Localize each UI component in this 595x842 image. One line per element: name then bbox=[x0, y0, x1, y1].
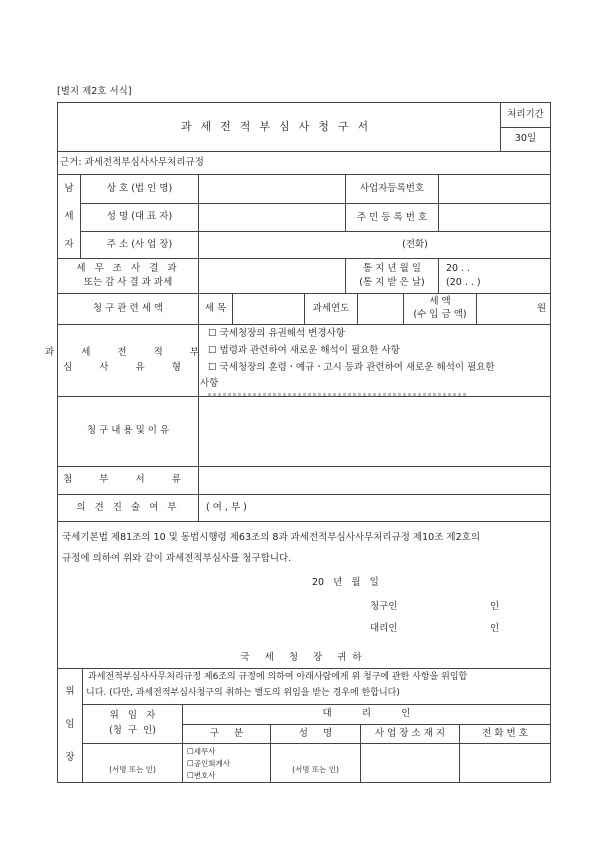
business-reg-number-label: 사업자등록번호 bbox=[359, 182, 425, 194]
phone-label: (전화) bbox=[402, 238, 428, 250]
tax-amount-label bbox=[404, 294, 476, 324]
notice-date-label-line1: 통 지 년 월 일 bbox=[363, 262, 421, 274]
processing-period-label: 처리기간 bbox=[507, 108, 544, 120]
review-type-options bbox=[200, 325, 550, 396]
applicant-group-char-3: 자 bbox=[64, 238, 74, 250]
delegator-label-line2: (청 구 인) bbox=[108, 725, 157, 736]
delegator-label-line1: 위 임 자 bbox=[109, 710, 156, 722]
agent-category-options bbox=[187, 745, 271, 781]
col-phone: 전 화 번 호 bbox=[482, 727, 528, 739]
col-category: 구 분 bbox=[209, 727, 244, 739]
agent-signature[interactable]: (서명 또는 인) bbox=[292, 764, 339, 774]
category-lawyer[interactable]: ☐변호사 bbox=[187, 770, 216, 780]
agent-seal[interactable]: 인 bbox=[490, 623, 500, 635]
addressee: 국 세 청 장 귀하 bbox=[240, 651, 368, 663]
notice-date-line1: 20 . . bbox=[446, 263, 471, 274]
audit-result-label-line1: 세 무 조 사 결 과 bbox=[76, 262, 180, 274]
delegation-side-char-3: 장 bbox=[65, 751, 75, 763]
audit-result-field[interactable] bbox=[199, 259, 345, 293]
category-cpa[interactable]: ☐공인회계사 bbox=[187, 758, 230, 768]
attachments-label: 첨 부 서 류 bbox=[63, 474, 193, 486]
claimant-seal[interactable]: 인 bbox=[490, 601, 500, 613]
review-type-label-line2: 심 사 유 형 bbox=[63, 361, 193, 373]
delegator-signature[interactable]: (서명 또는 인) bbox=[109, 764, 156, 774]
notice-date-label-line2: (통 지 받 은 날) bbox=[359, 276, 425, 288]
representative-name-field[interactable] bbox=[199, 204, 345, 231]
processing-period-value: 30일 bbox=[514, 133, 537, 145]
tax-year-label: 과세연도 bbox=[312, 302, 350, 314]
delegation-side-char-1: 위 bbox=[65, 685, 75, 697]
statement-line-1: 국세기본법 제81조의 10 및 동법시행령 제63조의 8과 과세전적부심사사무처리규정 제10조 제2호의 bbox=[62, 532, 480, 544]
notice-date-label bbox=[346, 259, 438, 293]
legal-basis: 근거: 과세전적부심사사무처리규정 bbox=[60, 157, 204, 169]
tax-amount-label-line1: 세 액 bbox=[429, 296, 451, 308]
agent-address-field[interactable] bbox=[361, 744, 459, 782]
review-type-option-1[interactable]: ☐ 국세청장의 유권해석 변경사항 bbox=[208, 328, 345, 340]
claim-content-label: 청 구 내 용 및 이 유 bbox=[86, 425, 170, 437]
review-type-option-3-cont: 사항 bbox=[200, 378, 219, 390]
notice-date-field[interactable] bbox=[446, 262, 546, 292]
audit-result-label-line2: 또는 감 사 결 과 과세 bbox=[83, 276, 173, 288]
hidden-option-cutoff bbox=[208, 393, 468, 396]
attachments-field[interactable] bbox=[199, 467, 550, 494]
applicant-group-char-2: 세 bbox=[64, 211, 74, 223]
review-type-option-2[interactable]: ☐ 법령과 관련하여 새로운 해석이 필요한 사항 bbox=[208, 345, 400, 357]
representative-name-label: 성 명 (대 표 자) bbox=[106, 211, 173, 223]
address-label: 주 소 (사 업 장) bbox=[106, 238, 173, 250]
tax-related-amount-label: 청 구 관 련 세 액 bbox=[92, 302, 164, 314]
delegator-label bbox=[83, 705, 182, 743]
company-name-field[interactable] bbox=[199, 175, 345, 203]
opinion-statement-choice[interactable]: ( 여 , 부 ) bbox=[206, 502, 247, 514]
resident-number-field[interactable] bbox=[439, 204, 550, 231]
audit-result-label bbox=[58, 259, 198, 293]
agent-phone-field[interactable] bbox=[460, 744, 550, 782]
tax-year-field[interactable] bbox=[358, 294, 403, 324]
applicant-group-char-1: 남 bbox=[64, 182, 74, 194]
delegation-text-line-2: 니다. (다만, 과세전적부심사청구의 취하는 별도의 위임을 받는 경우에 한합니다) bbox=[86, 688, 400, 699]
tax-item-label: 세 목 bbox=[204, 302, 227, 314]
statement-line-2: 규정에 의하여 위와 같이 과세전적부심사를 청구합니다. bbox=[62, 553, 292, 565]
notice-date-line2: (20 . . ) bbox=[446, 277, 481, 288]
form-number-label: [별지 제2호 서식] bbox=[57, 86, 132, 98]
col-name: 성 명 bbox=[298, 727, 333, 739]
claimant-label: 청구인 bbox=[370, 601, 398, 613]
tax-item-field[interactable] bbox=[233, 294, 304, 324]
resident-number-label bbox=[346, 204, 438, 231]
form-title: 과세전적부심사청구서 bbox=[180, 119, 378, 133]
resident-number-label-text: 주 민 등 록 번 호 bbox=[356, 211, 428, 223]
claim-content-field[interactable] bbox=[199, 397, 550, 466]
agent-header: 대 리 인 bbox=[322, 708, 411, 720]
review-type-label-line1: 과 세 전 적 부 bbox=[45, 346, 211, 358]
company-name-label: 상 호 (법 인 명) bbox=[106, 182, 173, 194]
statement-date[interactable]: 20 년 월 일 bbox=[312, 577, 379, 589]
tax-amount-unit: 원 bbox=[536, 303, 546, 315]
address-field[interactable] bbox=[199, 232, 550, 258]
opinion-statement-label: 의 견 진 술 여 부 bbox=[76, 501, 180, 513]
agent-label: 대리인 bbox=[370, 623, 398, 635]
review-type-option-3[interactable]: ☐ 국세청장의 훈령ㆍ예규ㆍ고시 등과 관련하여 새로운 해석이 필요한 bbox=[208, 362, 495, 374]
tax-amount-label-line2: (수 입 금 액) bbox=[413, 309, 467, 320]
col-business-address: 사 업 장 소 재 지 bbox=[374, 727, 446, 739]
business-reg-number-field[interactable] bbox=[439, 175, 550, 203]
delegation-side-char-2: 임 bbox=[65, 718, 75, 730]
delegation-text-line-1: 과세전적부심사사무처리규정 제6조의 규정에 의하여 아래사람에게 위 청구에 관한 사항을 위임합 bbox=[88, 672, 468, 683]
category-tax-accountant[interactable]: ☐세무사 bbox=[187, 746, 216, 756]
tax-amount-field[interactable] bbox=[477, 294, 550, 324]
